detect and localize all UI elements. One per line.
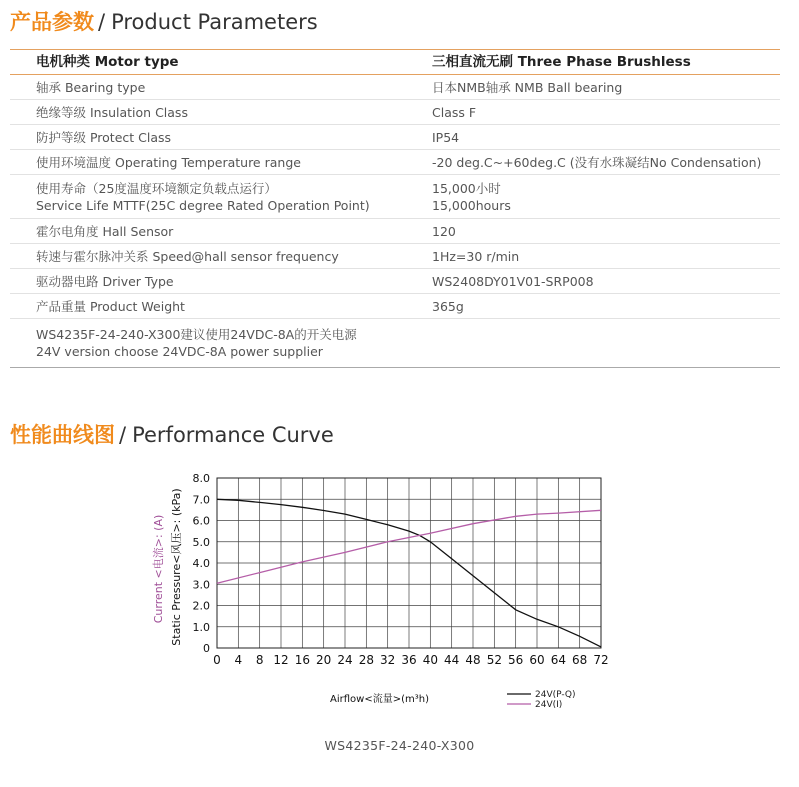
table-header-row (10, 50, 780, 75)
params-title-separator: / (98, 10, 106, 34)
service-life-label-en: Service Life MTTF(25C degree Rated Operation Point) (36, 197, 370, 213)
table-row (10, 219, 780, 244)
power-supply-note-row (10, 319, 780, 368)
speed-hall-label: 转速与霍尔脉冲关系 Speed@hall sensor frequency (10, 244, 406, 269)
bearing-type-value: 日本NMB轴承 NMB Ball bearing (406, 75, 780, 100)
x-tick-label: 8 (255, 653, 264, 667)
x-tick-label: 44 (444, 653, 460, 667)
x-tick-label: 72 (593, 653, 609, 667)
curve-title-en: Performance Curve (132, 423, 334, 447)
x-axis-label: Airflow<流量>(m³h) (330, 694, 429, 705)
x-tick-label: 68 (572, 653, 588, 667)
axis-ticks (193, 472, 609, 667)
model-caption: WS4235F-24-240-X300 (324, 738, 475, 753)
insulation-class-value: Class F (406, 100, 780, 125)
table-row (10, 269, 780, 294)
y-tick-label: 8.0 (192, 472, 210, 485)
y-axis-label: Static Pressure<风压>: (kPa) (170, 488, 183, 646)
table-row (10, 125, 780, 150)
table-row (10, 150, 780, 175)
curve-title-cn: 性能曲线图 (10, 423, 115, 447)
params-section-title (10, 6, 318, 36)
service-life-value-en: 15,000hours (432, 197, 511, 213)
insulation-class-label: 绝缘等级 Insulation Class (10, 100, 406, 125)
legend-label: 24V(P-Q) (535, 690, 576, 700)
service-life-value-cn: 15,000小时 (432, 180, 501, 196)
product-parameters-table (10, 49, 780, 368)
x-tick-label: 28 (358, 653, 374, 667)
x-tick-label: 48 (465, 653, 481, 667)
x-tick-label: 40 (422, 653, 438, 667)
hall-sensor-label: 霍尔电角度 Hall Sensor (10, 219, 406, 244)
power-supply-note (10, 319, 780, 368)
protect-class-value: IP54 (406, 125, 780, 150)
product-weight-value: 365g (406, 294, 780, 319)
protect-class-label: 防护等级 Protect Class (10, 125, 406, 150)
service-life-label (10, 175, 406, 219)
service-life-label-cn: 使用寿命（25度温度环境额定负载点运行） (36, 180, 277, 196)
table-row (10, 244, 780, 269)
bearing-type-label: 轴承 Bearing type (10, 75, 406, 100)
x-tick-label: 4 (234, 653, 243, 667)
x-tick-label: 32 (380, 653, 396, 667)
y-axis-secondary-label: Current <电流>: (A) (152, 514, 165, 624)
legend-label: 24V(I) (535, 700, 563, 710)
x-tick-label: 20 (316, 653, 332, 667)
params-title-en: Product Parameters (111, 10, 318, 34)
motor-type-value: 三相直流无刷 Three Phase Brushless (406, 50, 780, 75)
x-tick-label: 12 (273, 653, 289, 667)
motor-type-label: 电机种类 Motor type (10, 50, 406, 75)
x-tick-label: 24 (337, 653, 353, 667)
x-tick-label: 0 (213, 653, 221, 667)
table-row (10, 100, 780, 125)
y-tick-label: 3.0 (192, 578, 210, 592)
table-row (10, 175, 780, 219)
y-tick-label: 2.0 (192, 599, 210, 613)
hall-sensor-value: 120 (406, 219, 780, 244)
y-tick-label: 0 (203, 642, 210, 655)
operating-temperature-value: -20 deg.C~+60deg.C (没有水珠凝结No Condensation) (406, 150, 780, 175)
driver-type-value: WS2408DY01V01-SRP008 (406, 269, 780, 294)
table-row (10, 294, 780, 319)
performance-curve-chart (140, 460, 620, 720)
product-weight-label: 产品重量 Product Weight (10, 294, 406, 319)
x-tick-label: 52 (486, 653, 502, 667)
curve-title-separator: / (119, 423, 127, 447)
speed-hall-value: 1Hz=30 r/min (406, 244, 780, 269)
x-tick-label: 36 (401, 653, 417, 667)
table-row (10, 75, 780, 100)
driver-type-label: 驱动器电路 Driver Type (10, 269, 406, 294)
y-tick-label: 1.0 (192, 620, 210, 634)
x-tick-label: 16 (294, 653, 310, 667)
y-tick-label: 7.0 (192, 493, 210, 507)
operating-temperature-label: 使用环境温度 Operating Temperature range (10, 150, 406, 175)
y-tick-label: 6.0 (192, 514, 210, 528)
x-tick-label: 64 (550, 653, 566, 667)
power-supply-note-en: 24V version choose 24VDC-8A power supplier (36, 344, 323, 359)
service-life-value (406, 175, 780, 219)
chart-legend (507, 690, 576, 710)
x-tick-label: 56 (508, 653, 524, 667)
x-tick-label: 60 (529, 653, 545, 667)
y-tick-label: 5.0 (192, 535, 210, 549)
params-title-cn: 产品参数 (10, 10, 94, 34)
curve-section-title (10, 419, 334, 449)
power-supply-note-cn: WS4235F-24-240-X300建议使用24VDC-8A的开关电源 (36, 327, 357, 342)
y-tick-label: 4.0 (192, 557, 210, 570)
